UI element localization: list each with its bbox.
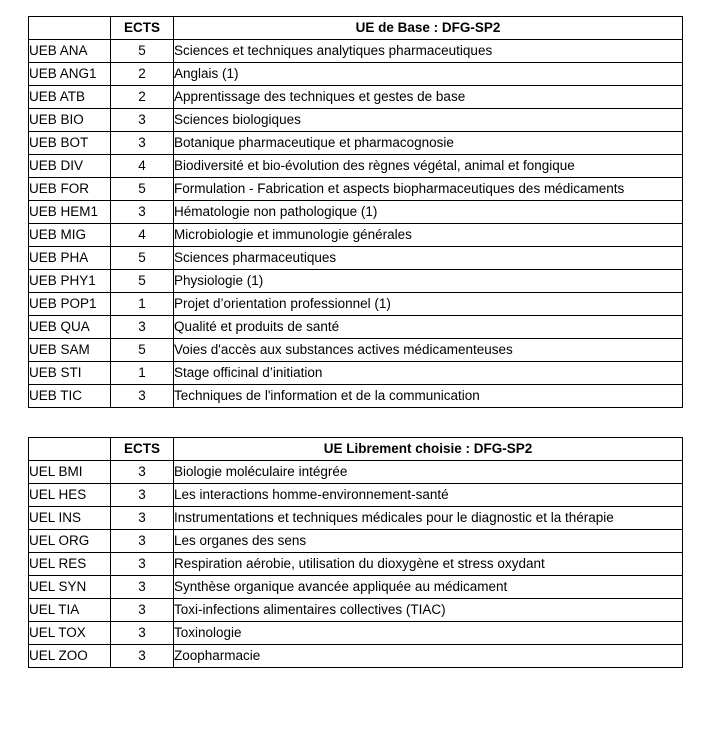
ue-base-table bbox=[28, 16, 683, 408]
ue-ects-cell: 5 bbox=[111, 178, 174, 201]
table-header-row bbox=[29, 438, 683, 461]
empty-header-cell bbox=[29, 17, 111, 40]
table-row bbox=[29, 362, 683, 385]
table-row bbox=[29, 86, 683, 109]
ue-code-cell: UEB MIG bbox=[29, 224, 111, 247]
table-row bbox=[29, 178, 683, 201]
ue-ects-cell: 3 bbox=[111, 530, 174, 553]
ue-title-cell: Techniques de l'information et de la communication bbox=[174, 385, 683, 408]
empty-header-cell bbox=[29, 438, 111, 461]
table-row bbox=[29, 484, 683, 507]
ue-code-cell: UEL TIA bbox=[29, 599, 111, 622]
ue-title-cell: Les interactions homme-environnement-santé bbox=[174, 484, 683, 507]
ue-title-cell: Projet d’orientation professionnel (1) bbox=[174, 293, 683, 316]
table-row bbox=[29, 201, 683, 224]
ects-column-header: ECTS bbox=[111, 17, 174, 40]
ue-title-cell: Apprentissage des techniques et gestes de base bbox=[174, 86, 683, 109]
ue-code-cell: UEL ORG bbox=[29, 530, 111, 553]
ue-ects-cell: 5 bbox=[111, 270, 174, 293]
table-row bbox=[29, 339, 683, 362]
ue-code-cell: UEB ANG1 bbox=[29, 63, 111, 86]
table-row bbox=[29, 155, 683, 178]
table-row bbox=[29, 293, 683, 316]
table-row bbox=[29, 622, 683, 645]
ue-ects-cell: 5 bbox=[111, 247, 174, 270]
table-row bbox=[29, 599, 683, 622]
ue-ects-cell: 3 bbox=[111, 576, 174, 599]
ue-title-cell: Sciences pharmaceutiques bbox=[174, 247, 683, 270]
table-row bbox=[29, 553, 683, 576]
ue-code-cell: UEB BOT bbox=[29, 132, 111, 155]
ue-ects-cell: 3 bbox=[111, 109, 174, 132]
ue-title-cell: Physiologie (1) bbox=[174, 270, 683, 293]
ue-code-cell: UEL RES bbox=[29, 553, 111, 576]
ue-title-cell: Botanique pharmaceutique et pharmacognosie bbox=[174, 132, 683, 155]
ue-title-cell: Qualité et produits de santé bbox=[174, 316, 683, 339]
ue-ects-cell: 3 bbox=[111, 132, 174, 155]
ue-code-cell: UEB STI bbox=[29, 362, 111, 385]
table-row bbox=[29, 385, 683, 408]
table-row bbox=[29, 507, 683, 530]
ue-code-cell: UEL INS bbox=[29, 507, 111, 530]
table-row bbox=[29, 224, 683, 247]
table-row bbox=[29, 316, 683, 339]
ue-code-cell: UEL HES bbox=[29, 484, 111, 507]
table-row bbox=[29, 530, 683, 553]
table-row bbox=[29, 63, 683, 86]
ue-title-cell: Microbiologie et immunologie générales bbox=[174, 224, 683, 247]
ue-title-cell: Anglais (1) bbox=[174, 63, 683, 86]
ue-code-cell: UEB QUA bbox=[29, 316, 111, 339]
ue-ects-cell: 4 bbox=[111, 224, 174, 247]
ue-title-cell: Synthèse organique avancée appliquée au médicament bbox=[174, 576, 683, 599]
ue-title-cell: Toxinologie bbox=[174, 622, 683, 645]
ue-ects-cell: 3 bbox=[111, 599, 174, 622]
ue-title-cell: Sciences et techniques analytiques pharmaceutiques bbox=[174, 40, 683, 63]
ue-code-cell: UEB FOR bbox=[29, 178, 111, 201]
ue-ects-cell: 5 bbox=[111, 40, 174, 63]
ue-code-cell: UEB TIC bbox=[29, 385, 111, 408]
ue-ects-cell: 3 bbox=[111, 645, 174, 668]
ue-ects-cell: 3 bbox=[111, 622, 174, 645]
table-row bbox=[29, 576, 683, 599]
ue-ects-cell: 3 bbox=[111, 201, 174, 224]
table-row bbox=[29, 247, 683, 270]
ue-ects-cell: 3 bbox=[111, 553, 174, 576]
ue-title-cell: Zoopharmacie bbox=[174, 645, 683, 668]
ue-code-cell: UEB DIV bbox=[29, 155, 111, 178]
table-header-row bbox=[29, 17, 683, 40]
ue-title-cell: Biodiversité et bio-évolution des règnes végétal, animal et fongique bbox=[174, 155, 683, 178]
ue-ects-cell: 2 bbox=[111, 86, 174, 109]
table-row bbox=[29, 109, 683, 132]
ue-ects-cell: 2 bbox=[111, 63, 174, 86]
ue-code-cell: UEL TOX bbox=[29, 622, 111, 645]
ue-code-cell: UEB PHY1 bbox=[29, 270, 111, 293]
ue-ects-cell: 5 bbox=[111, 339, 174, 362]
ue-ects-cell: 3 bbox=[111, 461, 174, 484]
table-row bbox=[29, 132, 683, 155]
table-row bbox=[29, 645, 683, 668]
ue-ects-cell: 3 bbox=[111, 507, 174, 530]
ue-ects-cell: 1 bbox=[111, 293, 174, 316]
ue-title-cell: Voies d'accès aux substances actives médicamenteuses bbox=[174, 339, 683, 362]
ue-title-cell: Stage officinal d’initiation bbox=[174, 362, 683, 385]
ue-ects-cell: 1 bbox=[111, 362, 174, 385]
ue-title-cell: Instrumentations et techniques médicales pour le diagnostic et la thérapie bbox=[174, 507, 683, 530]
ue-ects-cell: 4 bbox=[111, 155, 174, 178]
ue-title-cell: Formulation - Fabrication et aspects biopharmaceutiques des médicaments bbox=[174, 178, 683, 201]
ue-ects-cell: 3 bbox=[111, 385, 174, 408]
ue-title-cell: Les organes des sens bbox=[174, 530, 683, 553]
ue-code-cell: UEL BMI bbox=[29, 461, 111, 484]
ue-title-cell: Hématologie non pathologique (1) bbox=[174, 201, 683, 224]
ue-code-cell: UEL SYN bbox=[29, 576, 111, 599]
ue-code-cell: UEL ZOO bbox=[29, 645, 111, 668]
ue-title-cell: Sciences biologiques bbox=[174, 109, 683, 132]
table-title-ue-base: UE de Base : DFG-SP2 bbox=[174, 17, 683, 40]
ue-title-cell: Biologie moléculaire intégrée bbox=[174, 461, 683, 484]
table-row bbox=[29, 270, 683, 293]
ue-code-cell: UEB SAM bbox=[29, 339, 111, 362]
ue-title-cell: Respiration aérobie, utilisation du dioxygène et stress oxydant bbox=[174, 553, 683, 576]
ue-ects-cell: 3 bbox=[111, 484, 174, 507]
ue-code-cell: UEB ATB bbox=[29, 86, 111, 109]
ue-title-cell: Toxi-infections alimentaires collectives (TIAC) bbox=[174, 599, 683, 622]
table-title-ue-librement-choisie: UE Librement choisie : DFG-SP2 bbox=[174, 438, 683, 461]
ue-code-cell: UEB ANA bbox=[29, 40, 111, 63]
ue-code-cell: UEB POP1 bbox=[29, 293, 111, 316]
table-row bbox=[29, 461, 683, 484]
ue-ects-cell: 3 bbox=[111, 316, 174, 339]
ue-code-cell: UEB BIO bbox=[29, 109, 111, 132]
table-row bbox=[29, 40, 683, 63]
ue-code-cell: UEB PHA bbox=[29, 247, 111, 270]
ue-code-cell: UEB HEM1 bbox=[29, 201, 111, 224]
ue-librement-choisie-table bbox=[28, 437, 683, 668]
ects-column-header: ECTS bbox=[111, 438, 174, 461]
